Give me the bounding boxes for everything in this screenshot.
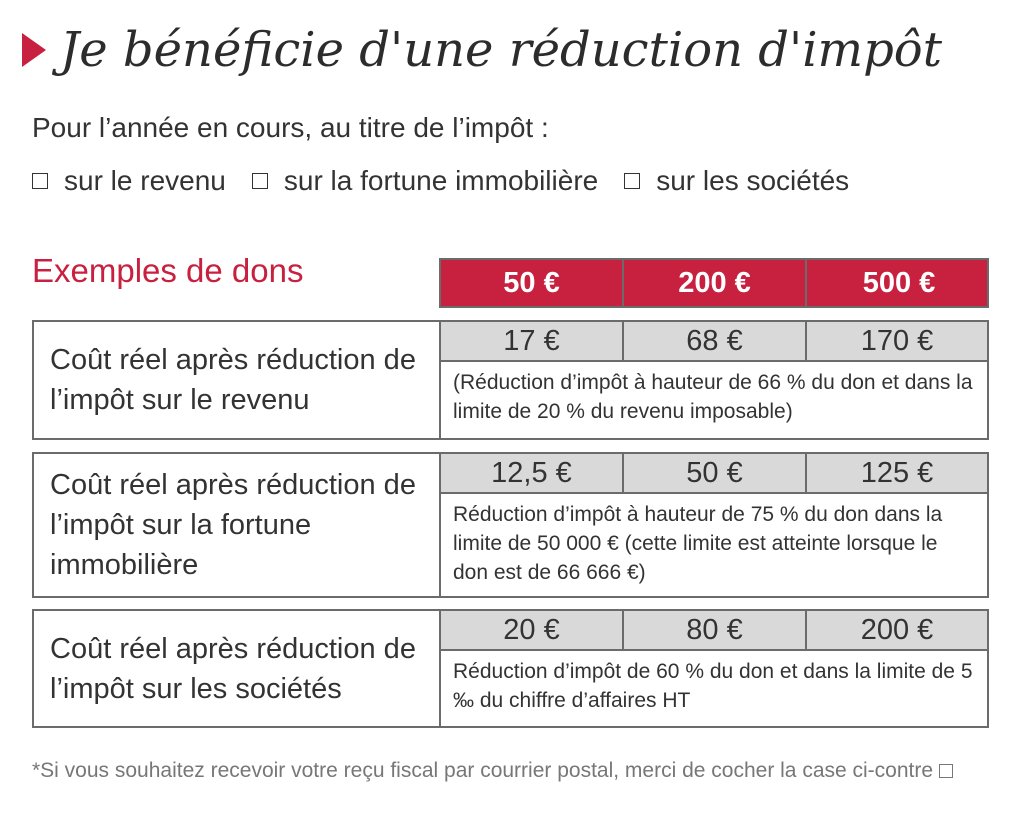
amount-500: 500 € — [862, 266, 936, 299]
societes-checkbox[interactable] — [624, 173, 640, 189]
row-values — [441, 611, 987, 651]
postal-receipt-checkbox[interactable] — [939, 764, 953, 778]
value-cell: 20 € — [441, 611, 624, 649]
examples-heading: Exemples de dons — [32, 252, 304, 289]
value-cell: 170 € — [860, 324, 934, 357]
amount-200: 200 € — [624, 260, 807, 306]
option-fortune-label: sur la fortune immobilière — [283, 165, 599, 196]
value-cell: 200 € — [860, 613, 934, 646]
row-label: Coût réel après réduction de l’impôt sur la fortune immobilière — [34, 454, 441, 596]
footer-note — [32, 757, 1002, 785]
tax-type-options — [32, 165, 849, 197]
value-cell: 50 € — [624, 454, 807, 492]
option-revenu-label: sur le revenu — [64, 165, 226, 196]
row-note: Réduction d’impôt à hauteur de 75 % du don dans la limite de 50 000 € (cette limite est atteinte lorsque le don est de 66 666 €) — [453, 503, 943, 584]
value-cell: 12,5 € — [441, 454, 624, 492]
title-arrow-icon — [22, 33, 46, 67]
row-values — [441, 454, 987, 494]
row-label: Coût réel après réduction de l’impôt sur le revenu — [34, 322, 441, 438]
option-societes[interactable] — [624, 165, 849, 197]
value-cell: 80 € — [624, 611, 807, 649]
revenu-checkbox[interactable] — [32, 173, 48, 189]
donation-amounts-header — [439, 258, 989, 308]
row-note: Réduction d’impôt de 60 % du don et dans la limite de 5 ‰ du chiffre d’affaires HT — [453, 660, 973, 712]
row-values — [441, 322, 987, 362]
intro-text: Pour l’année en cours, au titre de l’impôt : — [32, 112, 549, 143]
option-revenu[interactable] — [32, 165, 226, 197]
row-impot-societes — [32, 609, 989, 728]
option-fortune[interactable] — [252, 165, 598, 197]
footer-text: *Si vous souhaitez recevoir votre reçu fiscal par courrier postal, merci de cocher la case ci-contre — [32, 759, 934, 782]
row-impot-fortune — [32, 452, 989, 598]
value-cell: 125 € — [860, 456, 934, 489]
row-note: (Réduction d’impôt à hauteur de 66 % du don et dans la limite de 20 % du revenu imposable) — [453, 371, 973, 423]
row-impot-revenu — [32, 320, 989, 440]
title-area — [22, 10, 942, 90]
amount-50: 50 € — [441, 260, 624, 306]
option-societes-label: sur les sociétés — [656, 165, 850, 196]
value-cell: 68 € — [624, 322, 807, 360]
fortune-checkbox[interactable] — [252, 173, 268, 189]
row-label: Coût réel après réduction de l’impôt sur les sociétés — [34, 611, 441, 726]
value-cell: 17 € — [441, 322, 624, 360]
page-title: Je bénéficie d'une réduction d'impôt — [60, 22, 942, 78]
